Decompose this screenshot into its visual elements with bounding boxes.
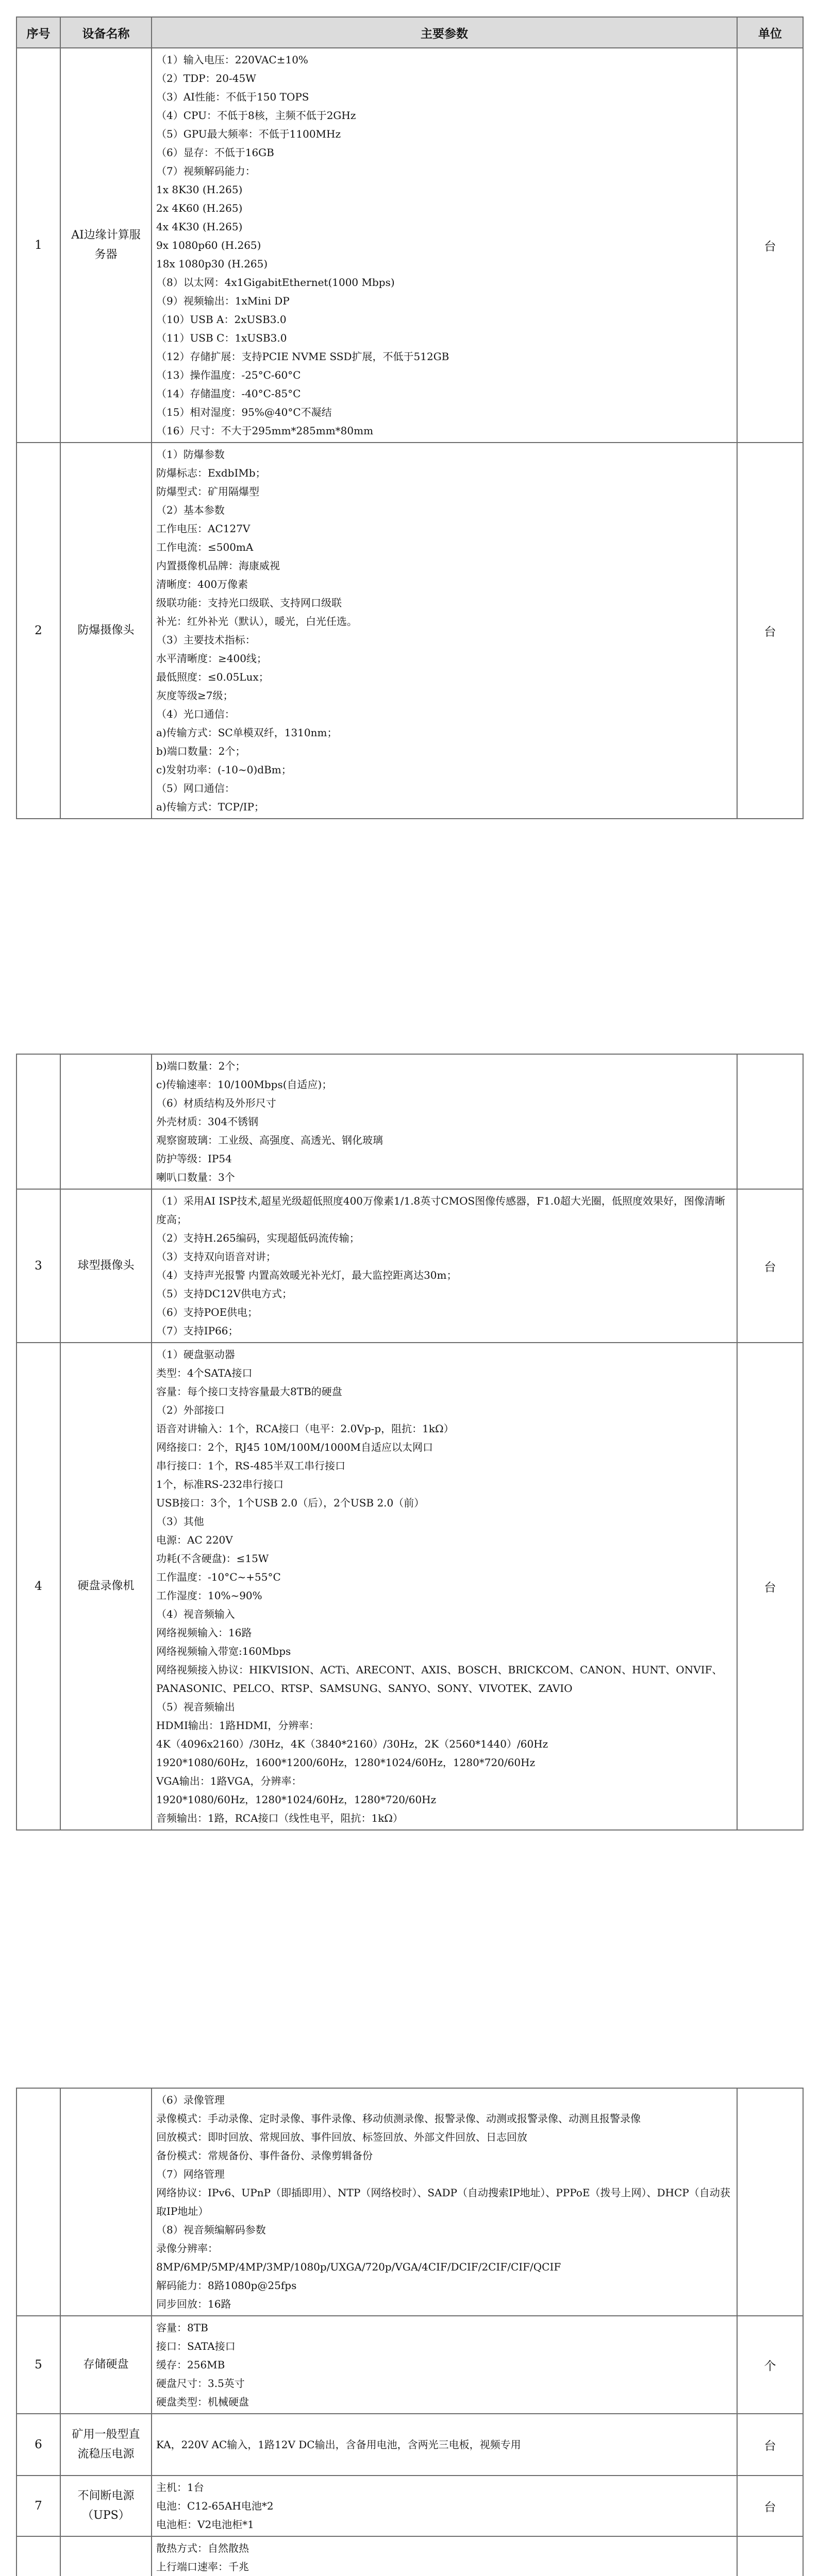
- table-row: [16, 1189, 803, 1343]
- param-line: 1个，标准RS-232串行接口: [156, 1478, 284, 1490]
- row-name: 存储硬盘: [60, 2316, 152, 2414]
- param-line: b)端口数量：2个；: [156, 1060, 246, 1072]
- param-line: 主机：1台: [156, 2481, 204, 2494]
- row-name: [60, 2536, 152, 2576]
- param-line: （7）网络管理: [156, 2168, 225, 2180]
- row-no: [16, 2536, 60, 2576]
- param-line: 备份模式：常规备份、事件备份、录像剪辑备份: [156, 2149, 373, 2162]
- param-line: 1920*1080/60Hz，1280*1024/60Hz，1280*720/60Hz: [156, 1793, 437, 1806]
- row-no: [16, 2088, 60, 2316]
- row-params: [152, 2536, 737, 2576]
- header-name: 设备名称: [60, 17, 152, 48]
- param-line: 解码能力：8路1080p@25fps: [156, 2279, 297, 2292]
- row-name: 不间断电源（UPS）: [60, 2476, 152, 2536]
- param-line: 工作电流：≤500mA: [156, 541, 254, 553]
- header-no: 序号: [16, 17, 60, 48]
- row-params: [152, 2316, 737, 2414]
- table-row: [16, 2316, 803, 2414]
- row-unit: [737, 2088, 803, 2316]
- row-unit: [737, 1054, 803, 1189]
- table-row: [16, 1054, 803, 1189]
- param-line: （4）光口通信：: [156, 708, 235, 720]
- header-unit: 单位: [737, 17, 803, 48]
- row-no: 2: [16, 443, 60, 819]
- param-line: 录像模式：手动录像、定时录像、事件录像、移动侦测录像、报警录像、动测或报警录像、动测且报警录像: [156, 2112, 641, 2125]
- param-line: 同步回放：16路: [156, 2298, 231, 2310]
- row-params: [152, 2088, 737, 2316]
- param-line: （4）CPU：不低于8核，主频不低于2GHz: [156, 109, 356, 122]
- param-line: （3）主要技术指标：: [156, 634, 256, 646]
- param-line: 网络视频接入协议：HIKVISION、ACTi、ARECONT、AXIS、BOSCH、BRICKCOM、CANON、HUNT、ONVIF、PANASONIC、PELCO、RTSP、SAMSUNG、SANYO、SONY、VIVOTEK、ZAVIO: [156, 1664, 723, 1694]
- row-unit: 台: [737, 2476, 803, 2536]
- row-params: [152, 1054, 737, 1189]
- table-row: [16, 48, 803, 443]
- param-line: 防护等级：IP54: [156, 1153, 232, 1165]
- spec-table-page-1: [16, 16, 804, 819]
- table-row: [16, 443, 803, 819]
- table-row: [16, 1343, 803, 1830]
- param-line: 电源：AC 220V: [156, 1534, 233, 1546]
- row-params: [152, 443, 737, 819]
- param-line: 录像分辨率：: [156, 2242, 218, 2255]
- table-header-row: [16, 17, 803, 48]
- param-line: （6）材质结构及外形尺寸: [156, 1097, 276, 1109]
- param-line: 网络视频输入带宽:160Mbps: [156, 1645, 291, 1657]
- row-params: [152, 1189, 737, 1343]
- row-unit: 台: [737, 1343, 803, 1830]
- param-line: 清晰度：400万像素: [156, 578, 248, 590]
- row-name: [60, 1054, 152, 1189]
- param-line: （2）支持H.265编码，实现超低码流传输；: [156, 1232, 360, 1244]
- param-line: VGA输出：1路VGA，分辨率：: [156, 1775, 302, 1787]
- param-line: 工作温度：-10°C~+55°C: [156, 1571, 281, 1583]
- param-line: 网络协议：IPv6、UPnP（即插即用）、NTP（网络校时）、SADP（自动搜索IP地址）、PPPoE（拨号上网）、DHCP（自动获取IP地址）: [156, 2187, 730, 2217]
- param-line: 观察窗玻璃：工业级、高强度、高透光、钢化玻璃: [156, 1134, 383, 1146]
- row-no: 6: [16, 2414, 60, 2476]
- param-line: 水平清晰度：≥400线；: [156, 652, 267, 665]
- row-params: [152, 2476, 737, 2536]
- row-no: 5: [16, 2316, 60, 2414]
- param-line: （14）存储温度：-40°C-85°C: [156, 387, 301, 400]
- param-line: （16）尺寸：不大于295mm*285mm*80mm: [156, 425, 374, 437]
- param-line: 缓存：256MB: [156, 2359, 225, 2371]
- param-line: KA，220V AC输入，1路12V DC输出，含备用电池，含两光三电板，视频专用: [156, 2438, 521, 2451]
- param-line: 补光：红外补光（默认），暖光，白光任选。: [156, 615, 357, 628]
- page-1: [0, 16, 818, 819]
- param-line: （13）操作温度：-25°C-60°C: [156, 369, 301, 381]
- table-row: [16, 2414, 803, 2476]
- param-line: 1x 8K30 (H.265): [156, 183, 243, 196]
- param-line: 音频输出：1路，RCA接口（线性电平，阻抗：1kΩ）: [156, 1812, 403, 1824]
- row-params: [152, 2414, 737, 2476]
- param-line: （3）支持双向语音对讲；: [156, 1250, 276, 1263]
- page-2: [0, 1054, 818, 1831]
- param-line: c)发射功率：(-10~0)dBm；: [156, 764, 292, 776]
- param-line: 功耗(不含硬盘)：≤15W: [156, 1552, 269, 1565]
- row-unit: 台: [737, 2414, 803, 2476]
- row-name: 硬盘录像机: [60, 1343, 152, 1830]
- param-line: （5）GPU最大频率：不低于1100MHz: [156, 128, 341, 140]
- param-line: 灰度等级≥7级；: [156, 689, 233, 702]
- param-line: 工作电压：AC127V: [156, 522, 251, 535]
- param-line: 散热方式：自然散热: [156, 2542, 249, 2554]
- param-line: 回放模式：即时回放、常规回放、事件回放、标签回放、外部文件回放、日志回放: [156, 2131, 527, 2143]
- row-params: [152, 48, 737, 443]
- param-line: 工作湿度：10%~90%: [156, 1589, 262, 1602]
- param-line: （2）外部接口: [156, 1404, 225, 1416]
- row-no: 3: [16, 1189, 60, 1343]
- row-unit: 台: [737, 1189, 803, 1343]
- param-line: 类型：4个SATA接口: [156, 1367, 253, 1379]
- param-line: （9）视频输出：1xMini DP: [156, 295, 290, 307]
- param-line: （5）网口通信：: [156, 782, 235, 794]
- param-line: b)端口数量：2个；: [156, 745, 246, 757]
- row-unit: 台: [737, 443, 803, 819]
- param-line: 容量：每个接口支持容量最大8TB的硬盘: [156, 1385, 342, 1398]
- param-line: 喇叭口数量：3个: [156, 1171, 235, 1183]
- row-no: 1: [16, 48, 60, 443]
- row-name: AI边缘计算服务器: [60, 48, 152, 443]
- param-line: （11）USB C：1xUSB3.0: [156, 332, 287, 344]
- param-line: 4x 4K30 (H.265): [156, 221, 243, 233]
- row-no: [16, 1054, 60, 1189]
- param-line: 电池柜：V2电池柜*1: [156, 2518, 254, 2531]
- param-line: 内置摄像机品牌：海康威视: [156, 560, 280, 572]
- table-row: [16, 2476, 803, 2536]
- param-line: （6）显存：不低于16GB: [156, 146, 274, 159]
- param-line: 防爆标志：ExdbIMb；: [156, 467, 266, 479]
- param-line: 上行端口速率：千兆: [156, 2561, 249, 2573]
- row-no: 7: [16, 2476, 60, 2536]
- param-line: （10）USB A：2xUSB3.0: [156, 313, 287, 326]
- param-line: HDMI输出：1路HDMI，分辨率：: [156, 1719, 320, 1732]
- param-line: （15）相对湿度：95%@40°C不凝结: [156, 406, 332, 418]
- param-line: （4）视音频输入: [156, 1608, 235, 1620]
- param-line: （8）视音频编解码参数: [156, 2224, 266, 2236]
- param-line: 18x 1080p30 (H.265): [156, 258, 268, 270]
- param-line: a)传输方式：SC单模双纤，1310nm；: [156, 726, 338, 739]
- row-unit: 台: [737, 48, 803, 443]
- param-line: （1）输入电压：220VAC±10%: [156, 54, 308, 66]
- row-no: 4: [16, 1343, 60, 1830]
- param-line: 网络视频输入：16路: [156, 1626, 252, 1639]
- param-line: （6）录像管理: [156, 2094, 225, 2106]
- param-line: （12）存储扩展：支持PCIE NVME SSD扩展，不低于512GB: [156, 350, 449, 363]
- param-line: 硬盘类型：机械硬盘: [156, 2396, 249, 2408]
- header-params: 主要参数: [152, 17, 737, 48]
- row-name: 矿用一般型直流稳压电源: [60, 2414, 152, 2476]
- param-line: （3）AI性能：不低于150 TOPS: [156, 91, 309, 103]
- param-line: （7）视频解码能力：: [156, 165, 256, 177]
- param-line: 9x 1080p60 (H.265): [156, 239, 261, 251]
- row-unit: 个: [737, 2316, 803, 2414]
- param-line: 最低照度：≤0.05Lux；: [156, 671, 269, 683]
- spec-table-page-2: [16, 1054, 804, 1831]
- param-line: 4K（4096x2160）/30Hz，4K（3840*2160）/30Hz，2K（2560*1440）/60Hz: [156, 1738, 548, 1750]
- param-line: 外壳材质：304不锈钢: [156, 1115, 259, 1128]
- row-name: 球型摄像头: [60, 1189, 152, 1343]
- param-line: 网络接口：2个，RJ45 10M/100M/1000M自适应以太网口: [156, 1441, 433, 1453]
- param-line: 语音对讲输入：1个，RCA接口（电平：2.0Vp-p，阻抗：1kΩ）: [156, 1422, 454, 1435]
- param-line: 串行接口：1个，RS-485半双工串行接口: [156, 1460, 346, 1472]
- param-line: （2）基本参数: [156, 504, 225, 516]
- param-line: 级联功能：支持光口级联、支持网口级联: [156, 597, 342, 609]
- param-line: （4）支持声光报警 内置高效暖光补光灯，最大监控距离达30m；: [156, 1269, 457, 1281]
- param-line: （1）硬盘驱动器: [156, 1348, 235, 1361]
- param-line: （5）视音频输出: [156, 1701, 235, 1713]
- param-line: USB接口：3个，1个USB 2.0（后），2个USB 2.0（前）: [156, 1497, 425, 1509]
- table-row: [16, 2088, 803, 2316]
- param-line: a)传输方式：TCP/IP；: [156, 801, 264, 813]
- param-line: （7）支持IP66；: [156, 1325, 239, 1337]
- row-name: [60, 2088, 152, 2316]
- row-name: 防爆摄像头: [60, 443, 152, 819]
- param-line: c)传输速率：10/100Mbps(自适应)；: [156, 1078, 332, 1091]
- table-row: [16, 2536, 803, 2576]
- param-line: 容量：8TB: [156, 2321, 208, 2334]
- param-line: 接口：SATA接口: [156, 2340, 236, 2352]
- param-line: 8MP/6MP/5MP/4MP/3MP/1080p/UXGA/720p/VGA/4CIF/DCIF/2CIF/CIF/QCIF: [156, 2261, 561, 2273]
- param-line: （3）其他: [156, 1515, 204, 1528]
- param-line: 电池：C12-65AH电池*2: [156, 2500, 274, 2512]
- param-line: 2x 4K60 (H.265): [156, 202, 243, 214]
- row-unit: [737, 2536, 803, 2576]
- param-line: （8）以太网：4x1GigabitEthernet(1000 Mbps): [156, 276, 395, 289]
- row-params: [152, 1343, 737, 1830]
- page-3: [0, 2088, 818, 2576]
- param-line: （2）TDP：20-45W: [156, 72, 256, 84]
- param-line: 硬盘尺寸：3.5英寸: [156, 2377, 245, 2389]
- param-line: 防爆型式：矿用隔爆型: [156, 485, 259, 498]
- param-line: （1）采用AI ISP技术,超星光级超低照度400万像素1/1.8英寸CMOS图像传感器，F1.0超大光圈，低照度效果好，图像清晰度高；: [156, 1195, 725, 1226]
- param-line: 1920*1080/60Hz，1600*1200/60Hz，1280*1024/60Hz，1280*720/60Hz: [156, 1756, 536, 1769]
- param-line: （1）防爆参数: [156, 448, 225, 461]
- param-line: （6）支持POE供电；: [156, 1306, 258, 1318]
- spec-table-page-3: [16, 2088, 804, 2576]
- param-line: （5）支持DC12V供电方式；: [156, 1287, 292, 1300]
